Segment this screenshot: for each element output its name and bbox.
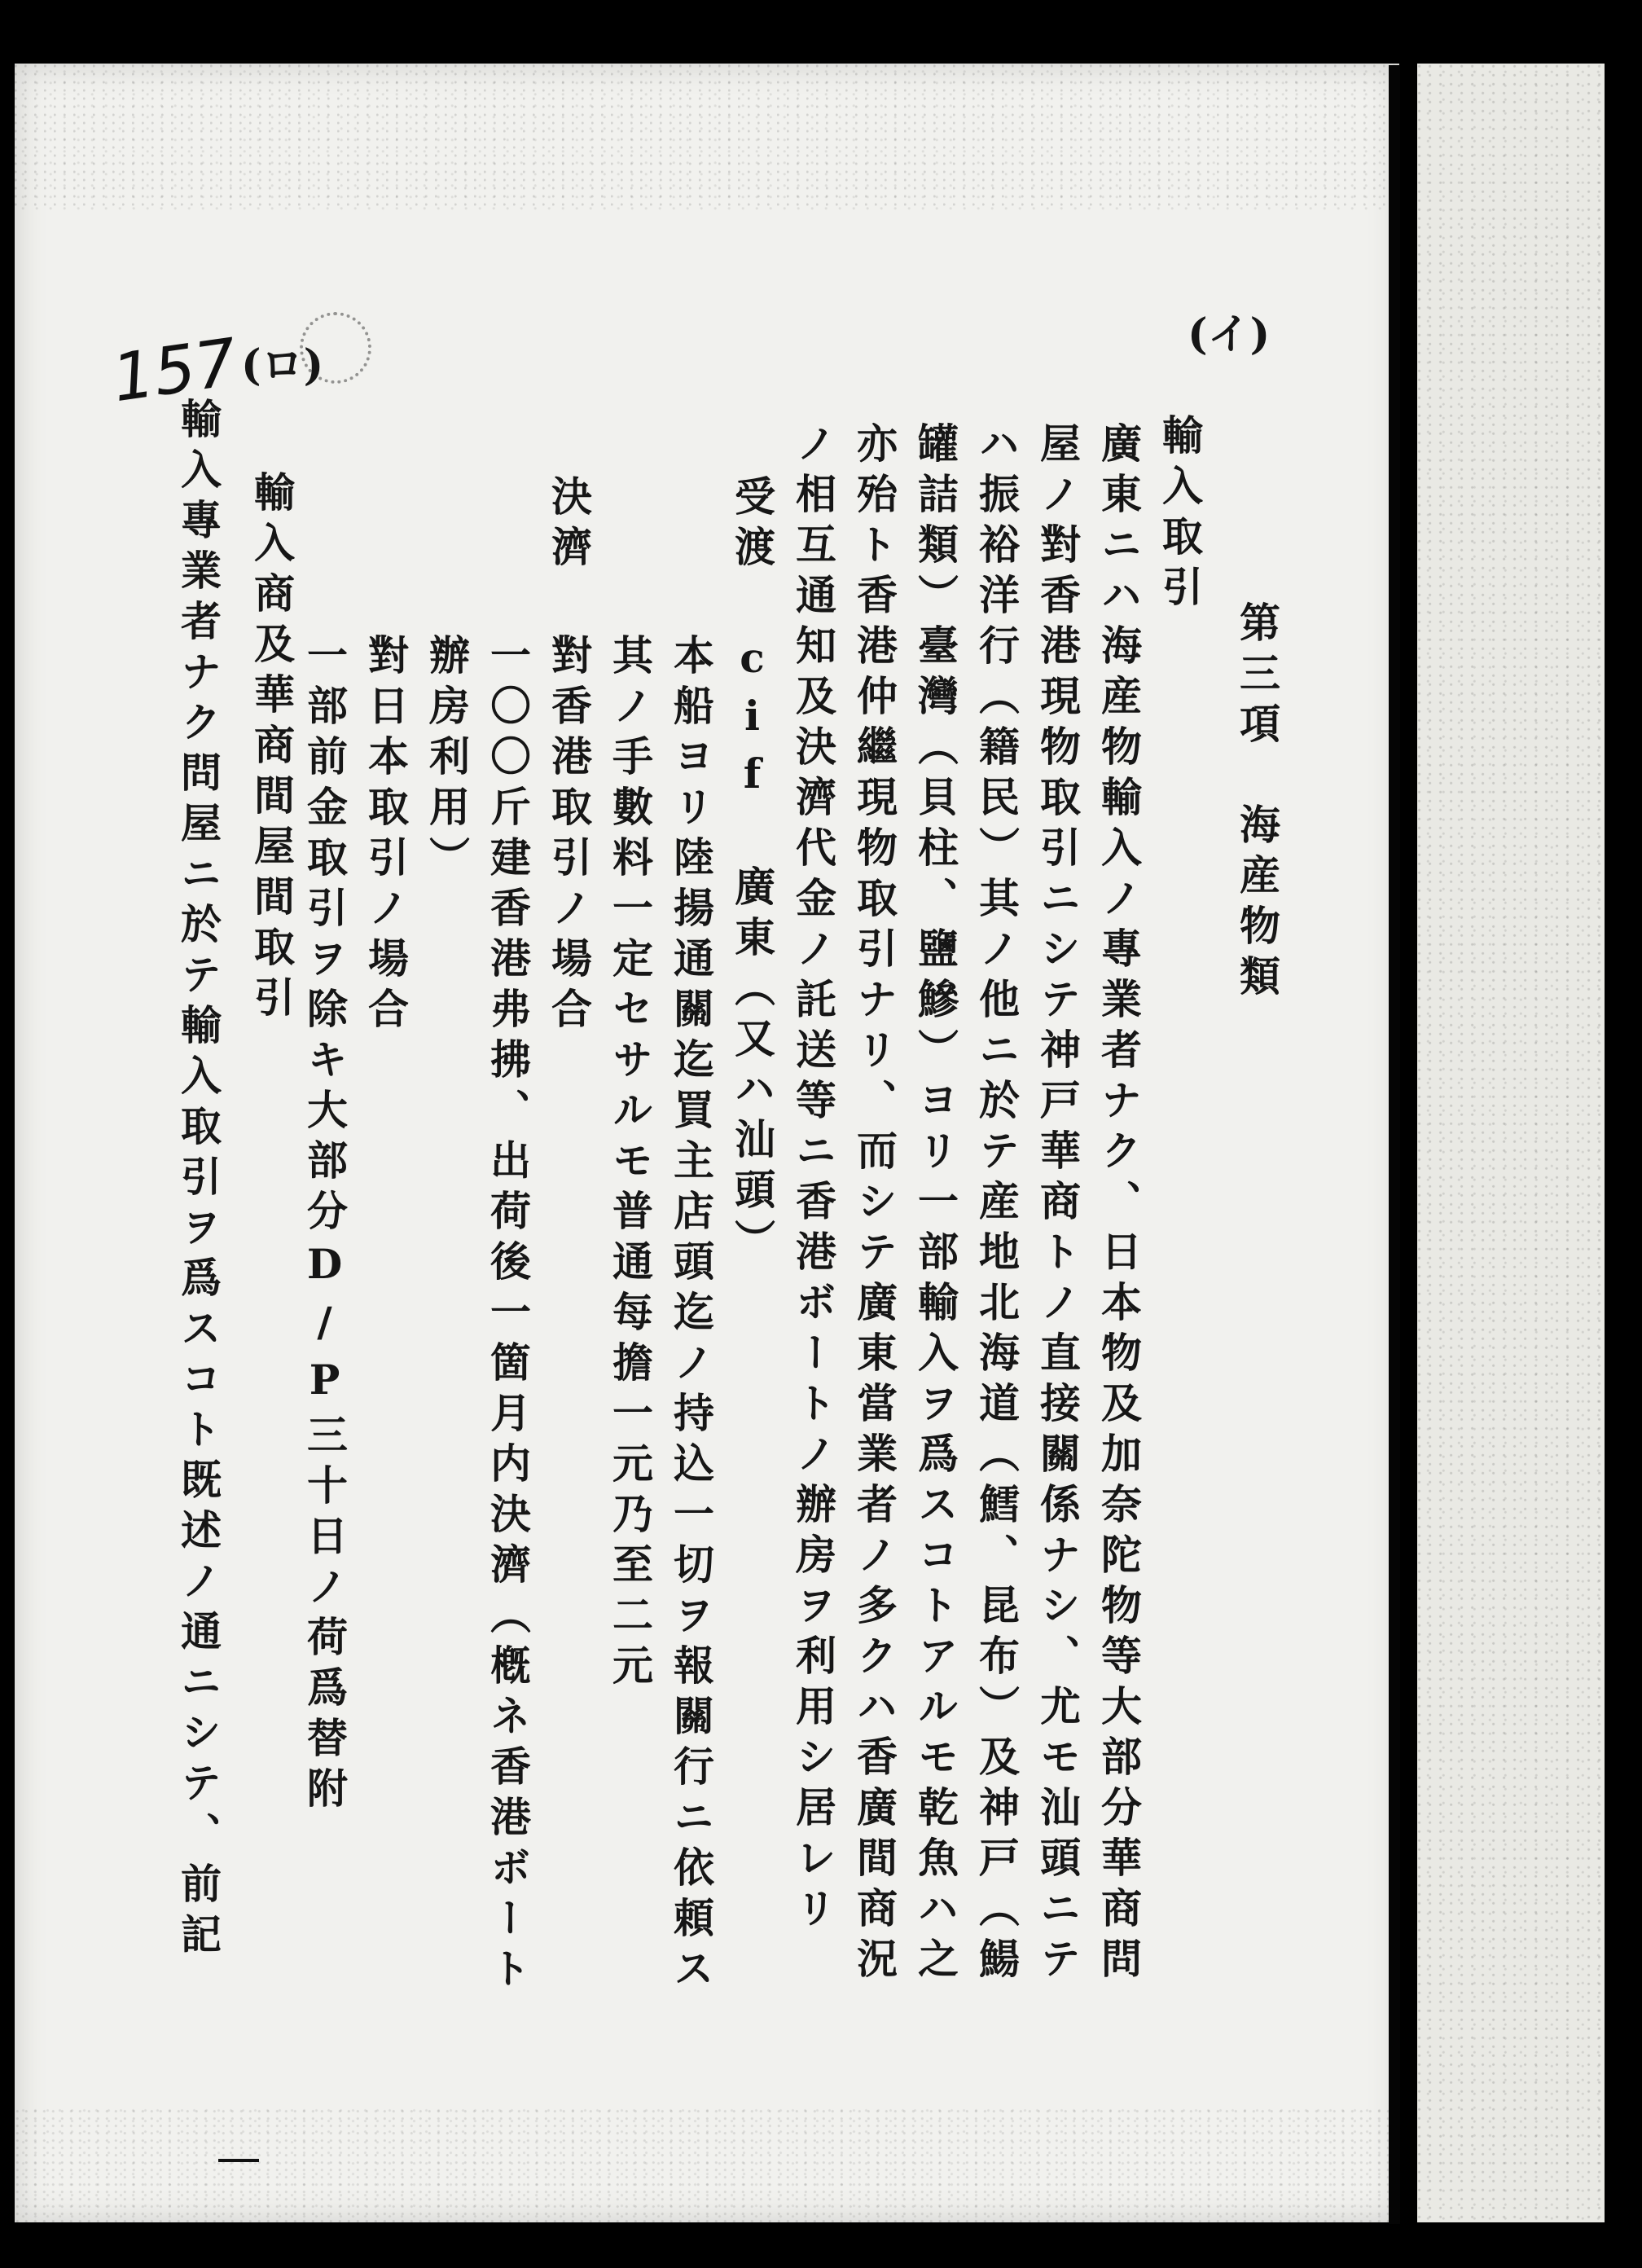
- text-line: ハ振裕洋行（籍民）其ノ他ニ於テ産地北海道（鱈、昆布）及神戸（鰑: [972, 422, 1021, 1988]
- heading-delivery: 受渡: [728, 475, 776, 576]
- bottom-dash: [218, 2159, 259, 2162]
- section-title: 第三項 海産物類: [1233, 601, 1281, 1005]
- text-line: 對香港取引ノ場合: [545, 634, 593, 1038]
- text-line: ノ相互通知及決濟代金ノ託送等ニ香港ボートノ辦房ヲ利用シ居レリ: [789, 422, 837, 1937]
- binding-edge: [1389, 65, 1400, 2224]
- text-line: 對日本取引ノ場合: [362, 634, 410, 1038]
- text-line: 罐詰類）臺灣（貝柱、鹽鰺）ヨリ一部輸入ヲ爲スコトアルモ乾魚ハ之: [911, 422, 959, 1988]
- text-line: 一部前金取引ヲ除キ大部分D/P三十日ノ荷爲替附: [301, 634, 349, 1817]
- adjacent-page-edge: [1417, 64, 1605, 2222]
- text-line: 屋ノ對香港現物取引ニシテ神戸華商トノ直接關係ナシ、尤モ汕頭ニテ: [1034, 422, 1082, 1988]
- text-line: 辦房利用）: [423, 634, 471, 886]
- page-number: 157: [108, 323, 242, 417]
- text-line: 本船ヨリ陸揚通關迄買主店頭迄ノ持込一切ヲ報關行ニ依頼ス: [667, 634, 715, 1998]
- text-line: 廣東ニハ海産物輸入ノ專業者ナク、日本物及加奈陀物等大部分華商問: [1095, 422, 1143, 1988]
- text-line: 其ノ手數料一定セサルモ普通每擔一元乃至二元: [606, 634, 654, 1694]
- text-line: 一〇〇斤建香港弗拂、出荷後一箇月内決濟（槪ネ香港ボート: [484, 634, 532, 1998]
- heading-settlement: 決濟: [545, 475, 593, 576]
- text-line: 亦殆ト香港仲繼現物取引ナリ、而シテ廣東當業者ノ多クハ香廣間商況: [850, 422, 898, 1988]
- heading-import-trade: 輸入取引: [1156, 414, 1204, 616]
- scan-noise-top: [15, 64, 1399, 210]
- text-line: cif 廣東（又ハ汕頭）: [728, 634, 776, 1269]
- text-line: 輸入專業者ナク問屋ニ於テ輸入取引ヲ爲スコト既述ノ通ニシテ、前記: [174, 398, 222, 1963]
- marker-i: (イ): [1188, 310, 1271, 359]
- page: [15, 64, 1399, 2222]
- marker-ro: (ロ): [241, 341, 324, 390]
- heading-importers: 輸入商及華商間屋間取引: [248, 471, 296, 1026]
- scan-noise-bottom: [15, 2108, 1399, 2222]
